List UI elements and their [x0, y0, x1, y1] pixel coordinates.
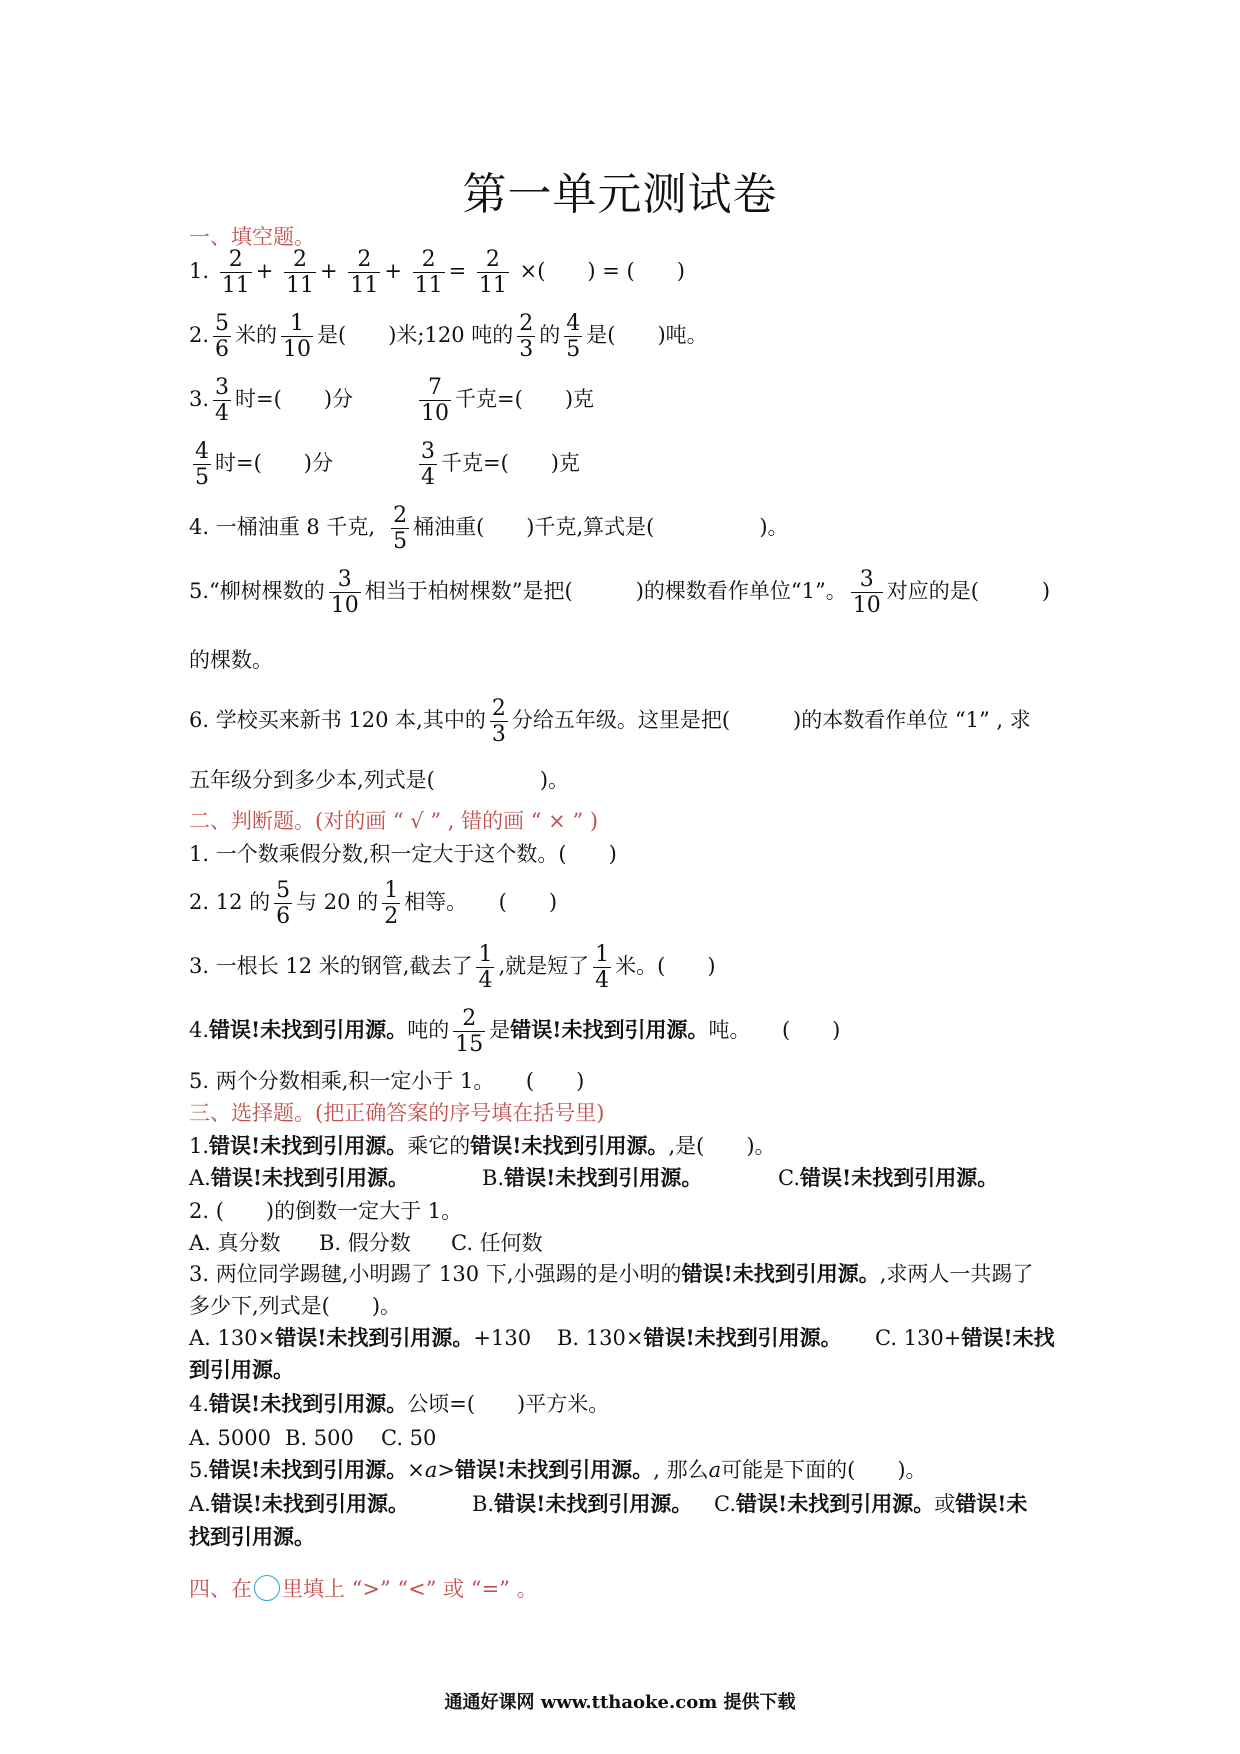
- ref-error: 错误!未找到引用源。: [510, 1017, 709, 1042]
- fraction: $\frac{4}{5}$: [195, 439, 209, 490]
- compare-circle-icon: [254, 1575, 280, 1601]
- fraction: $\frac{2}{11}$: [414, 247, 443, 298]
- fraction: $\frac{5}{6}$: [215, 311, 230, 362]
- fraction: $\frac{1}{4}$: [478, 942, 493, 993]
- page-title: 第一单元测试卷: [462, 169, 778, 220]
- fraction: $\frac{3}{4}$: [420, 439, 435, 490]
- s1-q4: 4. 一桶油重 8 千克, $\frac{2}{5}$ 桶油重( )千克,算式是( )。: [189, 503, 789, 554]
- s3-q5-options-wrap: 找到引用源。: [189, 1524, 315, 1549]
- fraction: $\frac{2}{5}$: [393, 503, 408, 554]
- ref-error: 错误!未找到引用源。: [681, 1261, 880, 1286]
- fraction: $\frac{4}{5}$: [566, 311, 581, 362]
- fraction: $\frac{2}{11}$: [286, 247, 315, 298]
- fraction: $\frac{1}{2}$: [384, 878, 399, 929]
- s1-q5-line2: 的棵数。: [189, 648, 273, 672]
- fraction: $\frac{2}{3}$: [519, 311, 534, 362]
- fraction: $\frac{3}{10}$: [330, 567, 359, 618]
- s1-q2: 2. $\frac{5}{6}$ 米的 $\frac{1}{10}$ 是( )米;120 吨的 $\frac{2}{3}$ 的 $\frac{4}{5}$ 是( )吨。: [189, 311, 708, 362]
- s1-q1: 1. $\frac{2}{11}$ + $\frac{2}{11}$ + $\frac{2}{11}$ + $\frac{2}{11}$ = $\frac{2}{11}$ ×( ) = ( ): [189, 247, 685, 298]
- s3-q1-options: A.错误!未找到引用源。 B.错误!未找到引用源。 C.错误!未找到引用源。: [189, 1165, 999, 1190]
- s3-q5: 5.错误!未找到引用源。×a>错误!未找到引用源。, 那么a可能是下面的( )。: [189, 1457, 927, 1482]
- footer-credit: 通通好课网 www.tthaoke.com 提供下载: [444, 1692, 796, 1713]
- s2-q3: 3. 一根长 12 米的钢管,截去了 $\frac{1}{4}$ ,就是短了 $\frac{1}{4}$ 米。( ): [189, 942, 716, 993]
- s3-q2: 2. ( )的倒数一定大于 1。: [189, 1199, 463, 1223]
- s3-q3-line2: 多少下,列式是( )。: [189, 1294, 402, 1318]
- fraction: $\frac{5}{6}$: [276, 878, 291, 929]
- fraction: $\frac{2}{11}$: [221, 247, 250, 298]
- section-2-heading: 二、判断题。(对的画 “ √ ” , 错的画 “ × ” ): [189, 809, 599, 833]
- fraction: $\frac{2}{3}$: [491, 696, 506, 747]
- fraction: $\frac{1}{10}$: [283, 311, 312, 362]
- fraction: $\frac{1}{4}$: [595, 942, 610, 993]
- s3-q4: 4.错误!未找到引用源。公顷=( )平方米。: [189, 1391, 610, 1416]
- fraction: $\frac{2}{11}$: [478, 247, 507, 298]
- ref-error: 错误!未找到引用源。: [470, 1133, 669, 1158]
- s3-q5-options: A.错误!未找到引用源。 B.错误!未找到引用源。 C.错误!未找到引用源。或错误!未: [189, 1491, 1028, 1516]
- fraction: $\frac{2}{15}$: [455, 1006, 484, 1057]
- s1-q3-row1: 3. $\frac{3}{4}$ 时=( )分 $\frac{7}{10}$ 千克=( )克: [189, 375, 595, 426]
- s1-q6-line1: 6. 学校买来新书 120 本,其中的 $\frac{2}{3}$ 分给五年级。这里是把( )的本数看作单位 “1” , 求: [189, 696, 1031, 747]
- fraction: $\frac{3}{4}$: [215, 375, 230, 426]
- s3-q1: 1.错误!未找到引用源。乘它的错误!未找到引用源。,是( )。: [189, 1133, 776, 1158]
- s3-q3-options: A. 130×错误!未找到引用源。+130 B. 130×错误!未找到引用源。 C. 130+错误!未找: [189, 1325, 1055, 1350]
- ref-error: 错误!未找到引用源。: [209, 1391, 408, 1416]
- s2-q4: 4.错误!未找到引用源。吨的 $\frac{2}{15}$ 是错误!未找到引用源。吨。 ( ): [189, 1006, 841, 1057]
- s3-q3-line1: 3. 两位同学踢毽,小明踢了 130 下,小强踢的是小明的错误!未找到引用源。,求两人一共踢了: [189, 1261, 1034, 1286]
- s3-q2-options: A. 真分数 B. 假分数 C. 任何数: [189, 1231, 543, 1255]
- s2-q2: 2. 12 的 $\frac{5}{6}$ 与 20 的 $\frac{1}{2}$ 相等。 ( ): [189, 878, 558, 929]
- ref-error: 错误!未找到引用源。: [209, 1017, 408, 1042]
- s2-q5: 5. 两个分数相乘,积一定小于 1。 ( ): [189, 1069, 585, 1093]
- fraction: $\frac{3}{10}$: [852, 567, 881, 618]
- s1-q3-row2: $\frac{4}{5}$ 时=( )分 $\frac{3}{4}$ 千克=( )克: [195, 439, 580, 490]
- section-4-heading: 四、在 里填上 “>” “<” 或 “=” 。: [189, 1577, 538, 1601]
- section-1-heading: 一、填空题。: [189, 225, 315, 249]
- s1-q5-line1: 5.“柳树棵数的 $\frac{3}{10}$ 相当于柏树棵数”是把( )的棵数看作单位“1”。 $\frac{3}{10}$ 对应的是( ): [189, 567, 1051, 618]
- s2-q1: 1. 一个数乘假分数,积一定大于这个数。( ): [189, 842, 617, 866]
- ref-error: 错误!未找到引用源。: [209, 1457, 408, 1482]
- fraction: $\frac{2}{11}$: [350, 247, 379, 298]
- s3-q3-options-wrap: 到引用源。: [189, 1357, 294, 1382]
- s1-q6-line2: 五年级分到多少本,列式是( )。: [189, 768, 570, 792]
- ref-error: 错误!未找到引用源。: [209, 1133, 408, 1158]
- section-3-heading: 三、选择题。(把正确答案的序号填在括号里): [189, 1101, 605, 1125]
- fraction: $\frac{7}{10}$: [421, 375, 450, 426]
- ref-error: 错误!未找到引用源。: [455, 1457, 654, 1482]
- s3-q4-options: A. 5000 B. 500 C. 50: [189, 1426, 437, 1450]
